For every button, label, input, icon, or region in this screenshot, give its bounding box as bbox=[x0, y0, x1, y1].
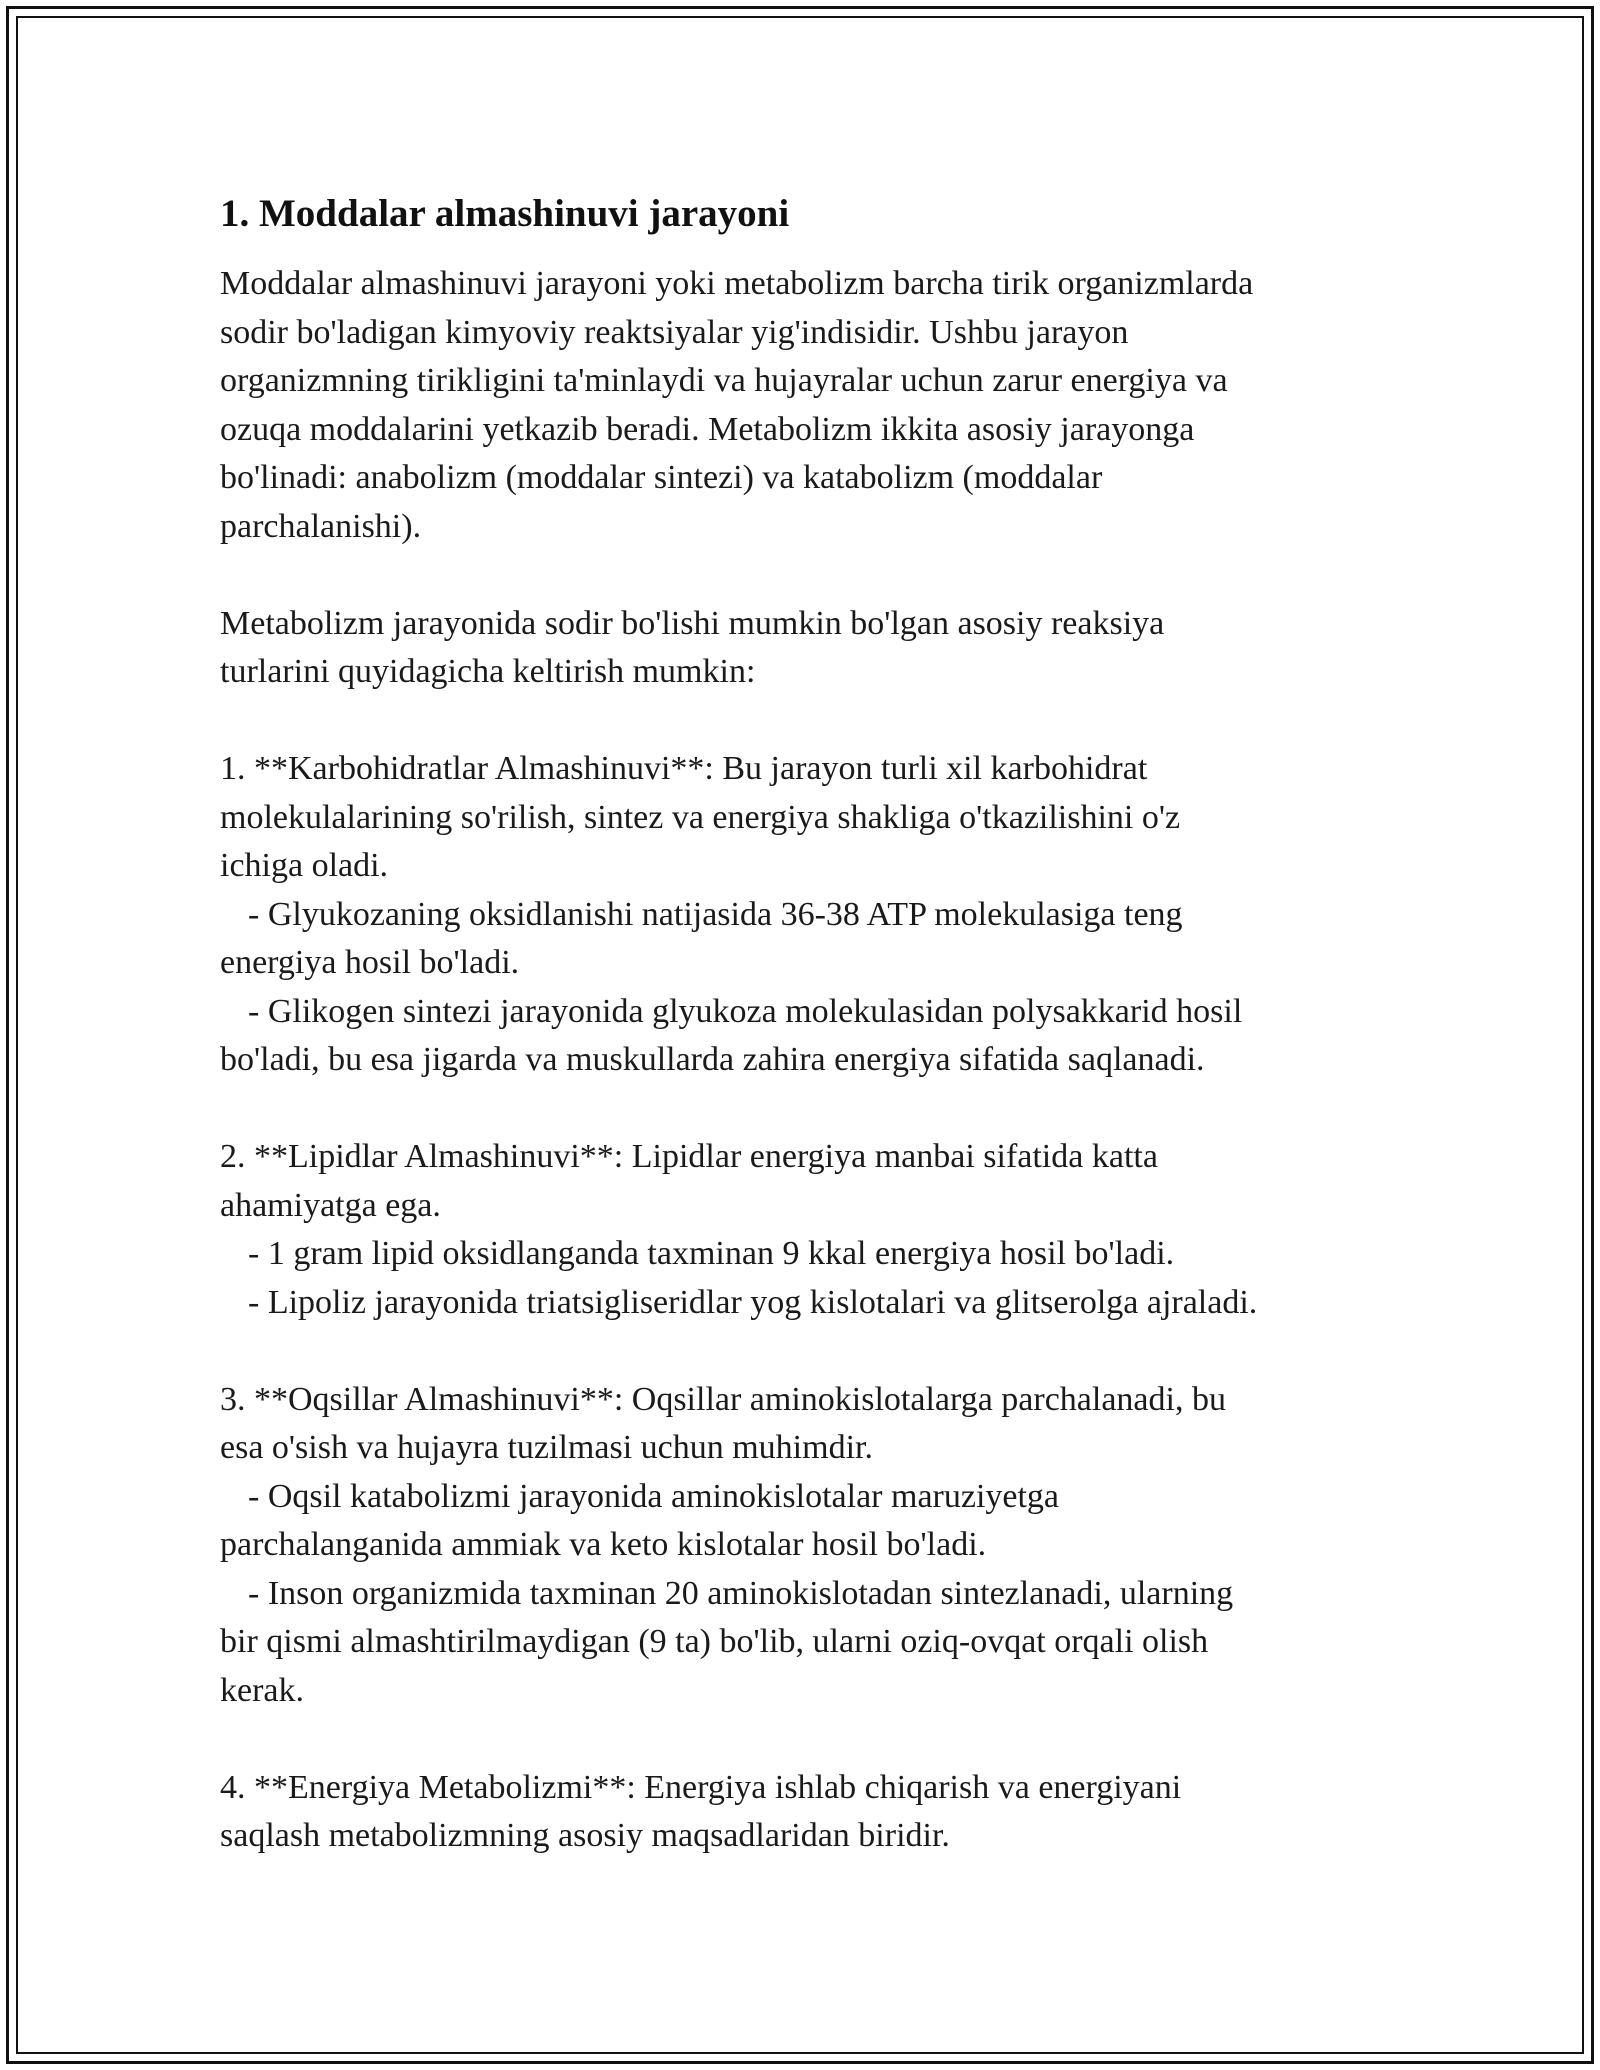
text-line: sodir bo'ladigan kimyoviy reaktsiyalar yig'indisidir. Ushbu jarayon bbox=[220, 313, 1129, 351]
section-lipids bbox=[220, 1133, 1360, 1327]
text-line: ahamiyatga ega. bbox=[220, 1186, 441, 1224]
bullet-item: - Inson organizmida taxminan 20 aminokislotadan sintezlanadi, ularning bbox=[248, 1574, 1234, 1612]
text-line: esa o'sish va hujayra tuzilmasi uchun muhimdir. bbox=[220, 1429, 873, 1466]
bullet-continuation: bo'ladi, bu esa jigarda va muskullarda zahira energiya sifatida saqlanadi. bbox=[220, 1041, 1205, 1078]
section-heading-line: 3. **Oqsillar Almashinuvi**: Oqsillar aminokislotalarga parchalanadi, bu bbox=[220, 1380, 1226, 1418]
text-line: saqlash metabolizmning asosiy maqsadlaridan biridir. bbox=[220, 1817, 950, 1854]
paragraph-gap bbox=[220, 1085, 1360, 1134]
section-heading-line: 2. **Lipidlar Almashinuvi**: Lipidlar energiya manbai sifatida katta bbox=[220, 1138, 1158, 1175]
bullet-item: - Lipoliz jarayonida triatsigliseridlar yog kislotalari va glitserolga ajraladi. bbox=[248, 1283, 1258, 1321]
bullet-continuation: parchalanganida ammiak va keto kislotalar hosil bo'ladi. bbox=[220, 1526, 987, 1563]
bullet-item: - Glikogen sintezi jarayonida glyukoza molekulasidan polysakkarid hosil bbox=[248, 992, 1243, 1030]
paragraph-gap bbox=[220, 697, 1360, 746]
text-line: ozuqa moddalarini yetkazib beradi. Metabolizm ikkita asosiy jarayonga bbox=[220, 410, 1195, 448]
document-body bbox=[220, 186, 1360, 1861]
text-line: ichiga oladi. bbox=[220, 847, 389, 884]
bullet-continuation: bir qismi almashtirilmaydigan (9 ta) bo'lib, ularni oziq-ovqat orqali olish bbox=[220, 1623, 1209, 1660]
section-heading-line: 4. **Energiya Metabolizmi**: Energiya ishlab chiqarish va energiyani bbox=[220, 1768, 1182, 1806]
text-line: Moddalar almashinuvi jarayoni yoki metabolizm barcha tirik organizmlarda bbox=[220, 265, 1254, 302]
section-carbohydrates bbox=[220, 745, 1360, 1085]
bullet-item: - Glyukozaning oksidlanishi natijasida 36-38 ATP molekulasiga teng bbox=[248, 895, 1183, 933]
bullet-continuation: energiya hosil bo'ladi. bbox=[220, 944, 520, 981]
bullet-item: - 1 gram lipid oksidlanganda taxminan 9 kkal energiya hosil bo'ladi. bbox=[248, 1235, 1175, 1272]
bullet-continuation: kerak. bbox=[220, 1671, 305, 1709]
page-title: 1. Moddalar almashinuvi jarayoni bbox=[220, 192, 790, 235]
bullet-item: - Oqsil katabolizmi jarayonida aminokislotalar maruziyetga bbox=[248, 1477, 1060, 1515]
text-line: Metabolizm jarayonida sodir bo'lishi mumkin bo'lgan asosiy reaksiya bbox=[220, 604, 1165, 642]
lead-paragraph bbox=[220, 600, 1360, 697]
section-heading-line: 1. **Karbohidratlar Almashinuvi**: Bu jarayon turli xil karbohidrat bbox=[220, 750, 1148, 787]
paragraph-gap bbox=[220, 1327, 1360, 1376]
intro-paragraph bbox=[220, 260, 1360, 551]
text-line: parchalanishi). bbox=[220, 507, 422, 545]
text-line: organizmning tirikligini ta'minlaydi va hujayralar uchun zarur energiya va bbox=[220, 362, 1228, 399]
text-line: molekulalarining so'rilish, sintez va energiya shakliga o'tkazilishini o'z bbox=[220, 798, 1181, 836]
text-line: turlarini quyidagicha keltirish mumkin: bbox=[220, 653, 756, 690]
text-line: bo'linadi: anabolizm (moddalar sintezi) va katabolizm (moddalar bbox=[220, 459, 1103, 496]
paragraph-gap bbox=[220, 1715, 1360, 1764]
section-energy bbox=[220, 1764, 1360, 1861]
paragraph-gap bbox=[220, 551, 1360, 600]
section-proteins bbox=[220, 1376, 1360, 1716]
